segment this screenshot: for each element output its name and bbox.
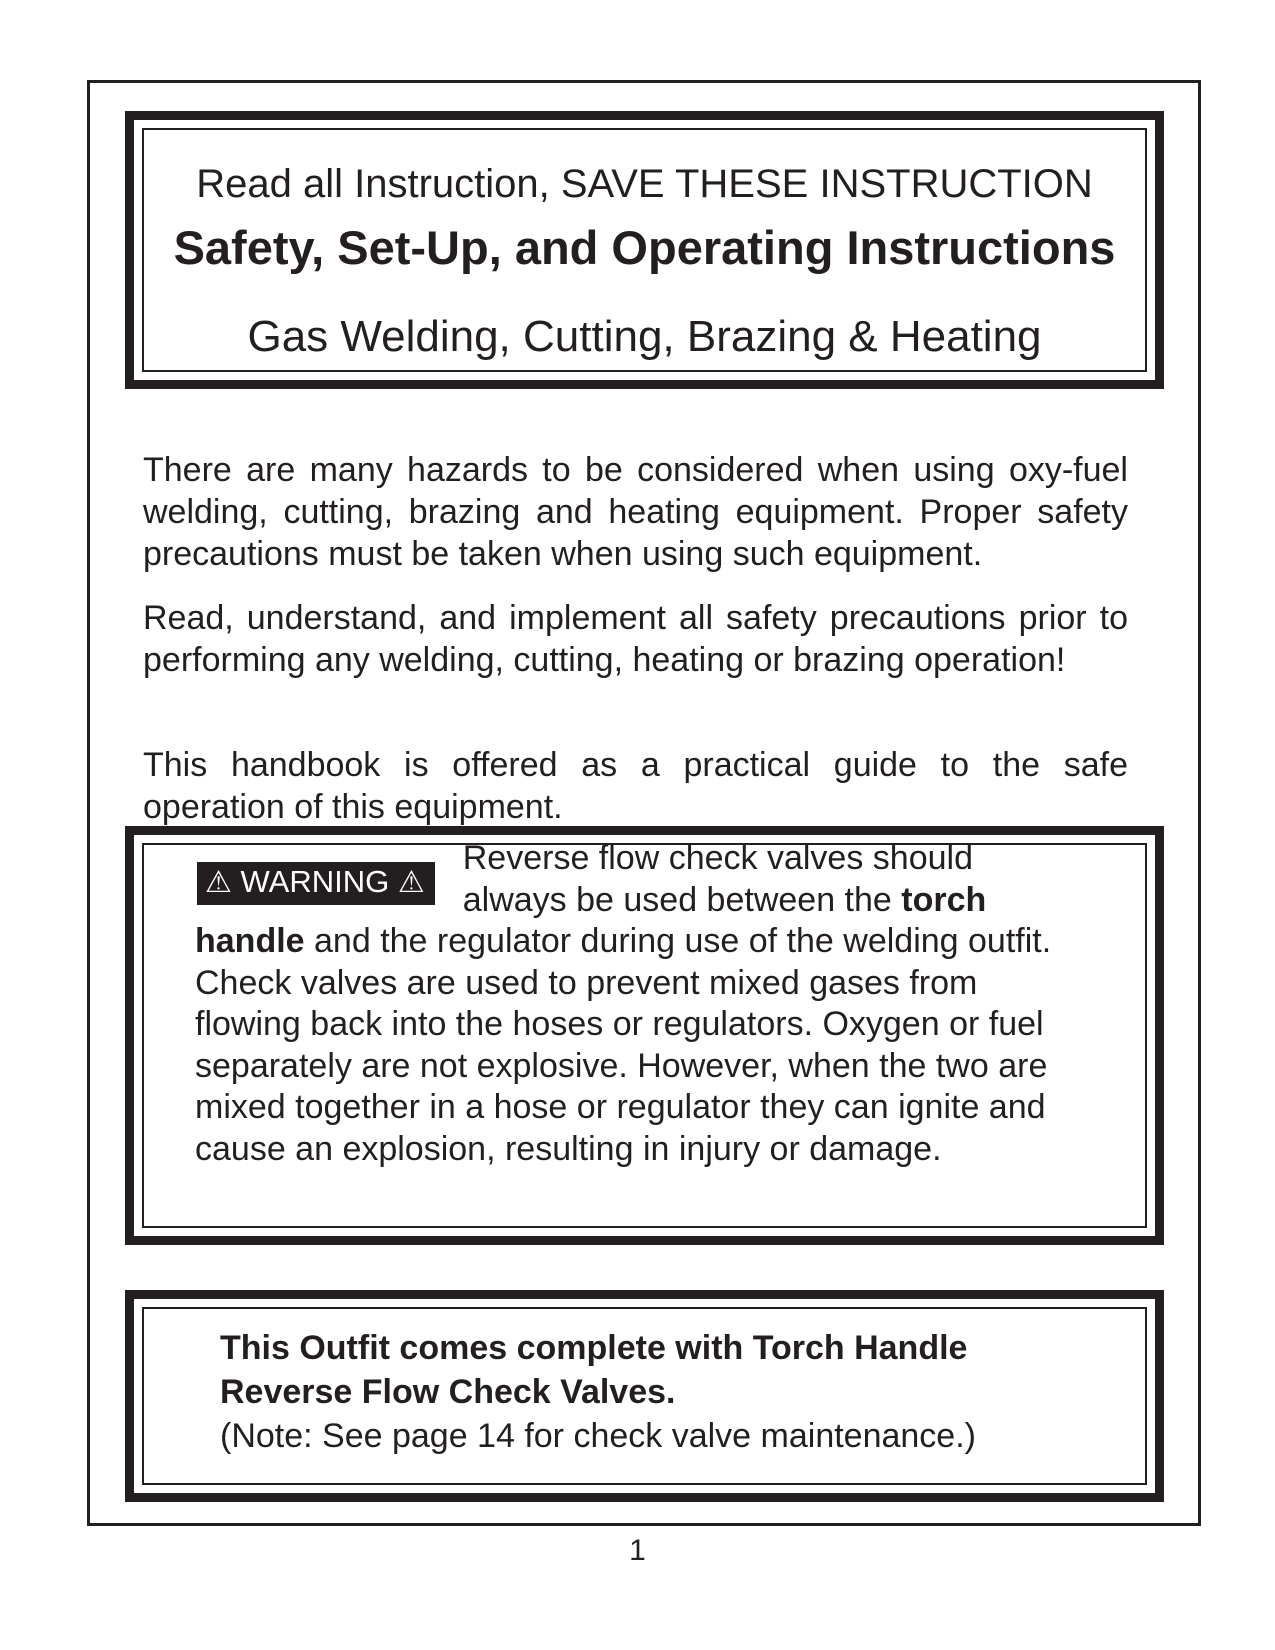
outfit-note: (Note: See page 14 for check valve maintenance.)	[220, 1417, 976, 1455]
page-number: 1	[629, 1534, 646, 1567]
save-instructions-line: Read all Instruction, SAVE THESE INSTRUCTION	[196, 162, 1093, 206]
warning-text-after: and the regulator during use of the welding outfit. Check valves are used to prevent mixed gases from flowing back into the hoses or regulators. Oxygen or fuel separately are not explosive. However, when the two are mixed together in a hose or regulator they can ignite and cause an explosion, resulting in injury or damage.	[195, 922, 1052, 1168]
warning-bold-text: torch handle	[195, 880, 987, 960]
outfit-text	[220, 1326, 976, 1458]
warning-triangle-icon: ⚠	[397, 866, 425, 899]
outfit-line-2: Reverse Flow Check Valves.	[220, 1373, 676, 1411]
document-subtitle: Gas Welding, Cutting, Brazing & Heating	[247, 312, 1042, 361]
intro-paragraph: There are many hazards to be considered when using oxy-fuel welding, cutting, brazing and heating equipment. Proper safety precautions must be taken when using such equipment.	[143, 451, 1128, 573]
warning-badge-label: WARNING	[240, 864, 390, 899]
document-title: Safety, Set-Up, and Operating Instructions	[173, 221, 1116, 274]
warning-text	[195, 838, 1075, 1170]
warning-text-before: Reverse flow check valves should always be used between the	[462, 839, 973, 919]
warning-badge	[197, 862, 435, 905]
title-box	[125, 111, 1164, 389]
warning-triangle-icon: ⚠	[205, 866, 232, 899]
outfit-line-1: This Outfit comes complete with Torch Handle	[220, 1329, 968, 1367]
intro-paragraph: Read, understand, and implement all safety precautions prior to performing any welding, cutting, heating or brazing operation!	[143, 599, 1128, 679]
intro-paragraph: This handbook is offered as a practical guide to the safe operation of this equipment.	[143, 746, 1128, 826]
